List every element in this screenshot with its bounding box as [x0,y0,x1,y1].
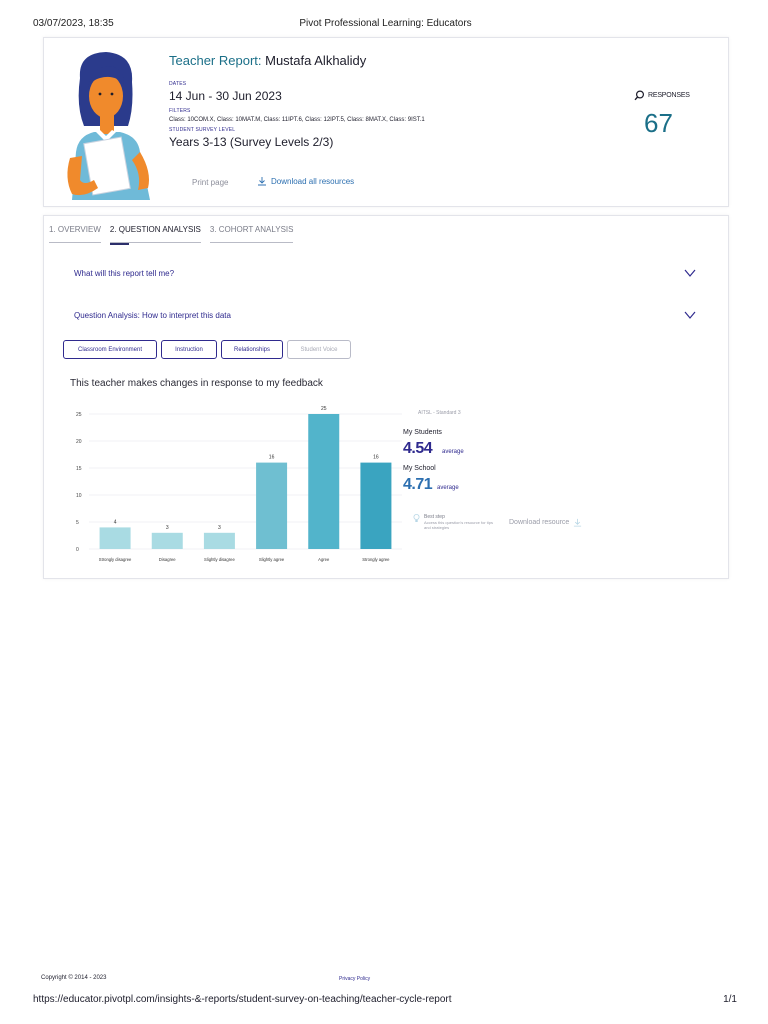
y-tick-label: 25 [76,412,82,418]
data-label: 16 [268,454,275,461]
footer-copyright: Copyright © 2014 - 2023 [41,975,107,981]
best-step [413,514,494,530]
data-label: 3 [218,524,221,531]
download-icon [573,518,582,527]
filters-value: Class: 10COM.X, Class: 10MAT.M, Class: 11IPT.6, Class: 12IPT.5, Class: 8MAT.X, Class: 9IST.1 [169,117,425,123]
my-students-value: 4.54 [403,440,433,457]
responses-label: RESPONSES [648,92,690,99]
accordion-label: What will this report tell me? [74,269,175,278]
category-label: Agree [318,557,330,562]
search-icon [634,90,645,101]
bar [308,414,339,549]
question-analysis-card [43,215,729,579]
teacher-name: Mustafa Alkhalidy [265,53,367,68]
privacy-policy-link[interactable]: Privacy Policy [339,976,371,982]
bar [256,463,287,549]
y-tick-label: 5 [76,520,79,526]
my-students-average-label: average [442,449,464,455]
best-step-description: Access this question's resource for tips and strategies [424,520,494,530]
data-label: 25 [320,406,327,412]
print-page-link[interactable]: Print page [192,178,229,187]
student-voice-button[interactable]: Student Voice [287,340,351,359]
report-header-card [43,37,729,207]
responses-panel [629,86,719,150]
report-title-label: Teacher Report: [169,53,262,68]
y-tick-label: 10 [76,493,82,499]
responses-head [634,90,690,101]
chevron-down-icon [684,309,696,321]
print-footer-url: https://educator.pivotpl.com/insights-&-reports/student-survey-on-teaching/teacher-cycle-report [33,994,452,1005]
download-icon [257,176,267,186]
accordion-label: Question Analysis: How to interpret this data [74,311,231,320]
data-label: 4 [113,519,117,526]
category-label: Strongly disagree [98,557,132,562]
classroom-environment-button[interactable]: Classroom Environment [63,340,157,359]
download-resource-label: Download resource [509,519,570,526]
category-label: Slightly agree [258,557,285,562]
tab-question-analysis[interactable]: 2. QUESTION ANALYSIS [110,222,201,243]
aitsl-standard-label: AITSL - Standard 3 [418,410,461,416]
data-label: 3 [165,524,169,531]
question-title: This teacher makes changes in response to my feedback [70,378,323,389]
tab-cohort-analysis[interactable]: 3. COHORT ANALYSIS [210,222,294,243]
responses-count: 67 [644,108,673,138]
survey-level-label: STUDENT SURVEY LEVEL [169,127,236,133]
filters-label: FILTERS [169,108,191,114]
instruction-button[interactable]: Instruction [161,340,217,359]
print-page-number: 1/1 [723,994,737,1005]
download-resource-link[interactable] [509,518,582,527]
y-tick-label: 15 [76,466,82,472]
tab-overview[interactable]: 1. OVERVIEW [49,222,101,243]
print-page-title: Pivot Professional Learning: Educators [299,18,472,29]
report-tabs [49,222,302,243]
bar [152,533,183,549]
chevron-down-icon [684,267,696,279]
bar [100,527,131,549]
my-school-label: My School [403,465,436,472]
response-bar-chart [44,396,464,566]
accordion-how-to-interpret[interactable] [74,311,696,320]
data-label: 16 [373,454,379,461]
accordion-what-will-report-tell[interactable] [74,269,696,278]
category-label: Slightly disagree [204,557,235,562]
category-label: Strongly agree [362,557,390,562]
best-step-title: Best step [424,514,445,520]
category-buttons [63,340,351,359]
bar [360,463,391,549]
dates-label: DATES [169,81,187,87]
relationships-button[interactable]: Relationships [221,340,283,359]
bar [204,533,235,549]
print-datetime: 03/07/2023, 18:35 [33,18,114,29]
download-all-label: Download all resources [271,176,355,186]
my-school-average-label: average [437,485,459,491]
teacher-illustration [58,48,158,200]
category-label: Disagree [158,557,176,562]
y-tick-label: 0 [76,547,79,553]
my-students-label: My Students [403,429,442,436]
y-tick-label: 20 [76,439,82,445]
dates-value: 14 Jun - 30 Jun 2023 [169,89,282,103]
survey-level-value: Years 3-13 (Survey Levels 2/3) [169,135,334,149]
my-school-value: 4.71 [403,476,433,493]
download-all-resources-link[interactable] [257,176,354,186]
report-title [169,53,366,68]
lightbulb-icon [413,514,420,523]
